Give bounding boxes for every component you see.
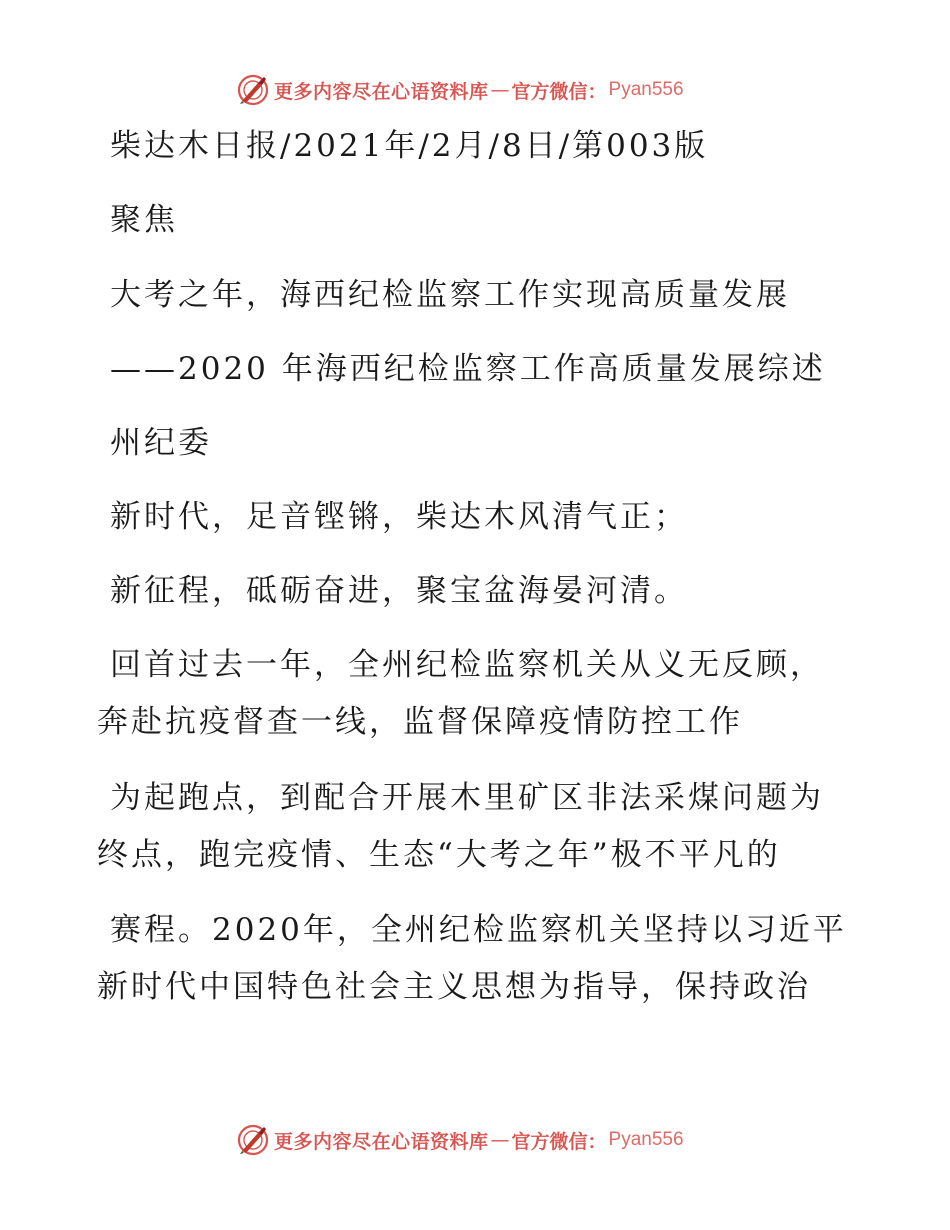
watermark-official-label: 官方微信： xyxy=(511,1130,607,1153)
doc-line-paragraph: 终点，跑完疫情、生态“大考之年”极不平凡的 xyxy=(97,837,781,873)
pen-logo-icon xyxy=(236,73,270,107)
doc-line-paragraph: 赛程。2020年，全州纪检监察机关坚持以习近平 xyxy=(110,912,847,948)
watermark-text: 更多内容尽在心语资料库 xyxy=(274,80,489,103)
watermark-wechat-id: Pyan556 xyxy=(608,1129,684,1150)
doc-line-paragraph: 新时代中国特色社会主义思想为指导，保持政治 xyxy=(97,969,811,1005)
doc-line-author: 州纪委 xyxy=(110,425,212,461)
doc-line-paragraph: 新时代，足音铿锵，柴达木风清气正； xyxy=(110,499,688,535)
watermark-text: 更多内容尽在心语资料库 xyxy=(274,1130,489,1153)
doc-line-paragraph: 新征程，砥砺奋进，聚宝盆海晏河清。 xyxy=(110,573,688,609)
watermark-official-label: 官方微信： xyxy=(511,80,607,103)
doc-line-paragraph: 奔赴抗疫督查一线，监督保障疫情防控工作 xyxy=(97,704,743,740)
doc-line-headline: 大考之年，海西纪检监察工作实现高质量发展 xyxy=(110,277,790,313)
pen-logo-icon xyxy=(236,1123,270,1157)
doc-line-paragraph: 为起跑点，到配合开展木里矿区非法采煤问题为 xyxy=(110,780,824,816)
doc-line-paragraph: 回首过去一年，全州纪检监察机关从义无反顾， xyxy=(110,647,824,683)
watermark-separator: — xyxy=(490,79,510,101)
watermark-top xyxy=(236,72,684,108)
doc-line-subtitle: ——2020 年海西纪检监察工作高质量发展综述 xyxy=(110,351,826,387)
watermark-separator: — xyxy=(490,1129,510,1151)
doc-line-section: 聚焦 xyxy=(110,202,178,238)
watermark-wechat-id: Pyan556 xyxy=(608,79,684,100)
doc-line-source: 柴达木日报/2021年/2月/8日/第003版 xyxy=(110,128,709,164)
watermark-bottom xyxy=(236,1122,684,1158)
